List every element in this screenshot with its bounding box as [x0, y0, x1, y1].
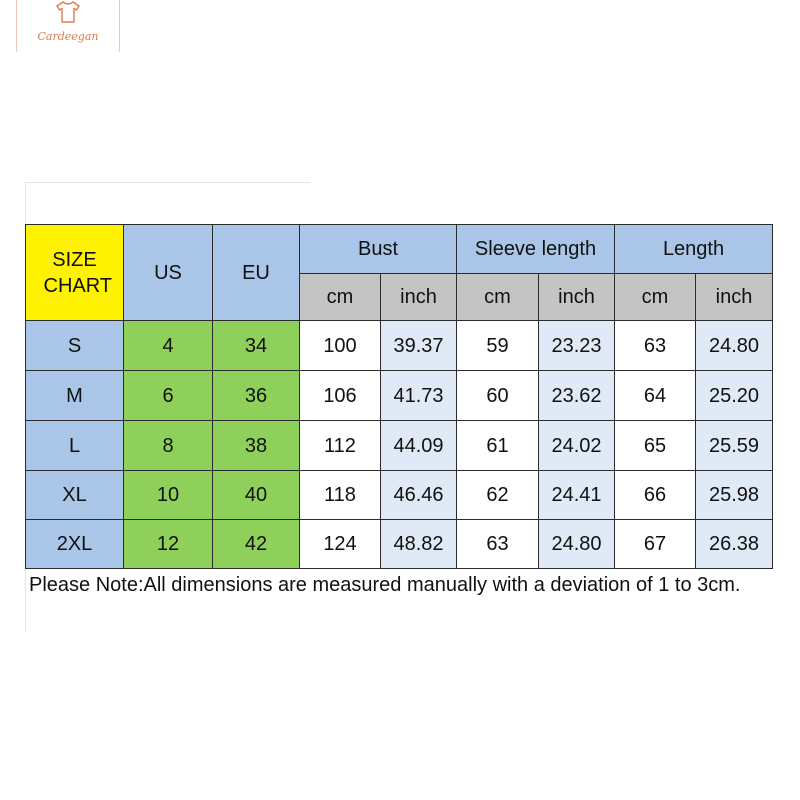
bust-inch-cell: 39.37: [381, 321, 457, 371]
length-inch-cell: 24.80: [696, 321, 773, 371]
size-cell: M: [26, 371, 124, 421]
length-cm-cell: 66: [615, 471, 696, 520]
bust-inch-cell: 41.73: [381, 371, 457, 421]
sleeve-cm-cell: 61: [457, 421, 539, 471]
unit-cell: inch: [381, 274, 457, 321]
bust-inch-cell: 46.46: [381, 471, 457, 520]
bust-cm-cell: 118: [300, 471, 381, 520]
sleeve-cm-cell: 62: [457, 471, 539, 520]
bust-inch-cell: 44.09: [381, 421, 457, 471]
length-cm-cell: 64: [615, 371, 696, 421]
eu-cell: 36: [213, 371, 300, 421]
size-cell: L: [26, 421, 124, 471]
sleeve-inch-cell: 23.23: [539, 321, 615, 371]
sleeve-length-header: Sleeve length: [457, 225, 615, 274]
bust-header: Bust: [300, 225, 457, 274]
unit-cell: inch: [539, 274, 615, 321]
length-cm-cell: 65: [615, 421, 696, 471]
corner-label: SIZE CHART: [43, 248, 113, 297]
table-row: [26, 471, 773, 520]
unit-cell: cm: [615, 274, 696, 321]
us-cell: 6: [124, 371, 213, 421]
sleeve-inch-cell: 23.62: [539, 371, 615, 421]
length-cm-cell: 63: [615, 321, 696, 371]
sleeve-cm-cell: 63: [457, 520, 539, 569]
eu-cell: 34: [213, 321, 300, 371]
eu-cell: 40: [213, 471, 300, 520]
length-inch-cell: 25.59: [696, 421, 773, 471]
length-inch-cell: 26.38: [696, 520, 773, 569]
length-inch-cell: 25.20: [696, 371, 773, 421]
brand-name: Cardeegan: [37, 30, 99, 43]
us-cell: 4: [124, 321, 213, 371]
size-cell: S: [26, 321, 124, 371]
bust-cm-cell: 112: [300, 421, 381, 471]
measurement-note: Please Note:All dimensions are measured manually with a deviation of 1 to 3cm.: [29, 574, 741, 596]
sleeve-inch-cell: 24.02: [539, 421, 615, 471]
eu-cell: 38: [213, 421, 300, 471]
bust-inch-cell: 48.82: [381, 520, 457, 569]
brand-logo: [16, 0, 120, 52]
sleeve-inch-cell: 24.41: [539, 471, 615, 520]
eu-header: EU: [213, 225, 300, 321]
size-chart-corner: [26, 225, 124, 321]
frame-top-line: [25, 182, 310, 183]
table-row: [26, 421, 773, 471]
tshirt-icon: [55, 0, 81, 24]
header-row: [26, 225, 773, 274]
table-row: [26, 520, 773, 569]
size-chart-table: [25, 224, 773, 569]
bust-cm-cell: 100: [300, 321, 381, 371]
sleeve-cm-cell: 59: [457, 321, 539, 371]
bust-cm-cell: 124: [300, 520, 381, 569]
table-row: [26, 371, 773, 421]
unit-cell: inch: [696, 274, 773, 321]
us-cell: 10: [124, 471, 213, 520]
unit-cell: cm: [457, 274, 539, 321]
us-cell: 12: [124, 520, 213, 569]
table-row: [26, 321, 773, 371]
eu-cell: 42: [213, 520, 300, 569]
us-header: US: [124, 225, 213, 321]
length-cm-cell: 67: [615, 520, 696, 569]
bust-cm-cell: 106: [300, 371, 381, 421]
sleeve-cm-cell: 60: [457, 371, 539, 421]
us-cell: 8: [124, 421, 213, 471]
unit-cell: cm: [300, 274, 381, 321]
length-header: Length: [615, 225, 773, 274]
size-cell: 2XL: [26, 520, 124, 569]
length-inch-cell: 25.98: [696, 471, 773, 520]
sleeve-inch-cell: 24.80: [539, 520, 615, 569]
size-cell: XL: [26, 471, 124, 520]
